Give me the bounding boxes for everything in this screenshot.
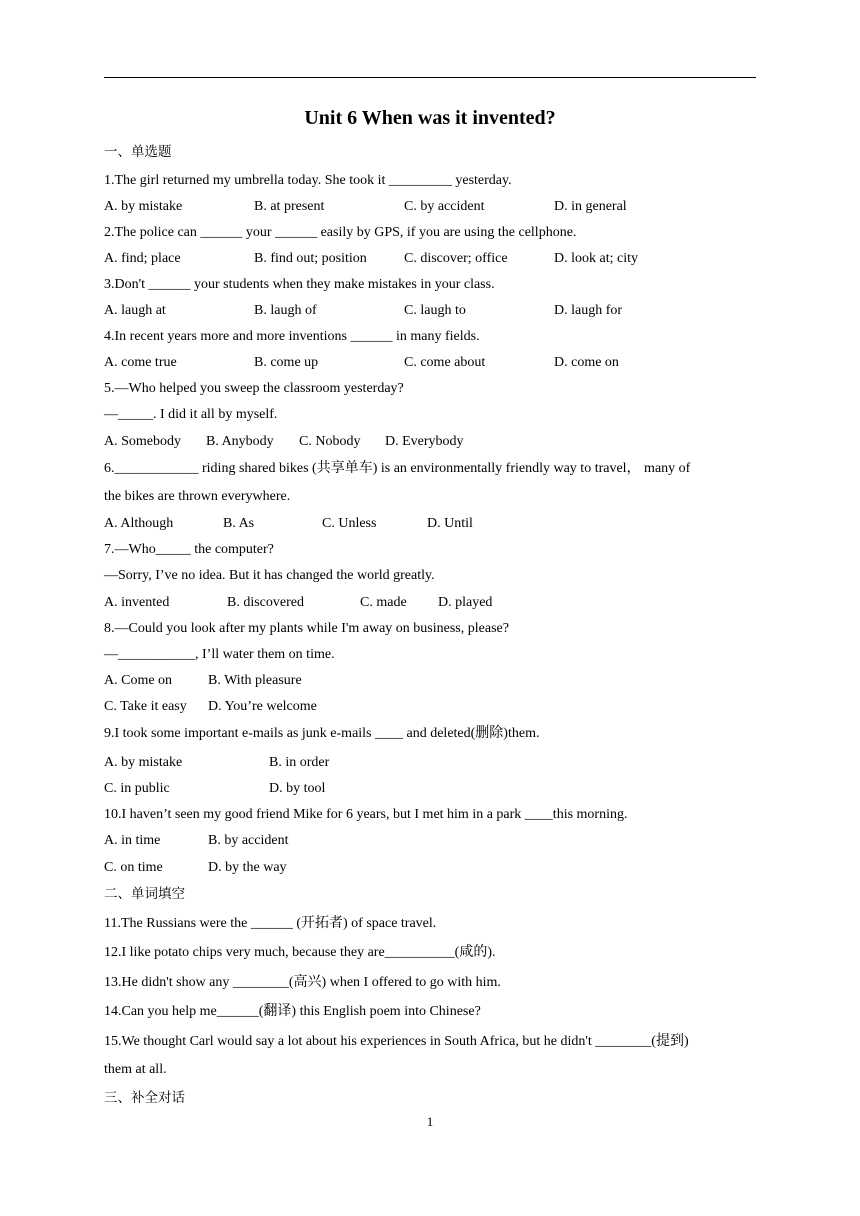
option-a: A. by mistake <box>104 755 183 770</box>
option-a: A. Come on <box>104 673 173 688</box>
question-14: 14.Can you help me______(翻译) this English poem into Chinese? <box>104 1004 481 1019</box>
question-13: 13.He didn't show any ________(高兴) when I offered to go with him. <box>104 975 501 990</box>
option-b: B. in order <box>269 755 330 770</box>
question-15-line-1: 15.We thought Carl would say a lot about his experiences in South Africa, but he didn't ________(提到) <box>104 1034 689 1049</box>
option-b: B. discovered <box>227 595 304 610</box>
option-c: C. in public <box>104 781 170 796</box>
option-b: B. With pleasure <box>208 673 302 688</box>
option-d: D. Until <box>427 516 473 531</box>
option-b: B. come up <box>254 355 319 370</box>
document-title: Unit 6 When was it invented? <box>304 107 556 129</box>
question-4-stem: 4.In recent years more and more inventions ______ in many fields. <box>104 329 480 344</box>
option-c: C. come about <box>404 355 486 370</box>
section-heading-single-choice: 一、单选题 <box>104 144 172 160</box>
option-d: D. played <box>438 595 493 610</box>
option-b: B. by accident <box>208 833 289 848</box>
page-number: 1 <box>426 1114 434 1129</box>
option-c: C. discover; office <box>404 251 508 266</box>
option-b: B. Anybody <box>206 434 274 449</box>
section-heading-dialogue: 三、补全对话 <box>104 1090 185 1106</box>
question-12: 12.I like potato chips very much, because they are__________(咸的). <box>104 945 496 960</box>
question-11: 11.The Russians were the ______ (开拓者) of space travel. <box>104 916 437 931</box>
question-2-stem: 2.The police can ______ your ______ easily by GPS, if you are using the cellphone. <box>104 225 577 240</box>
question-1-stem: 1.The girl returned my umbrella today. She took it _________ yesterday. <box>104 173 512 188</box>
option-a: A. in time <box>104 833 161 848</box>
option-a: A. laugh at <box>104 303 166 318</box>
option-d: D. look at; city <box>554 251 638 266</box>
header-rule <box>104 77 756 78</box>
question-8-stem: 8.—Could you look after my plants while I'm away on business, please? <box>104 621 509 636</box>
option-b: B. As <box>223 516 255 531</box>
option-c: C. by accident <box>404 199 485 214</box>
option-c: C. made <box>360 595 407 610</box>
question-5-response: —_____. I did it all by myself. <box>104 407 278 422</box>
option-c: C. laugh to <box>404 303 466 318</box>
option-d: D. You’re welcome <box>208 699 317 714</box>
option-d: D. by the way <box>208 860 287 875</box>
option-a: A. find; place <box>104 251 181 266</box>
question-3-stem: 3.Don't ______ your students when they make mistakes in your class. <box>104 277 495 292</box>
option-a: A. come true <box>104 355 177 370</box>
option-c: C. Take it easy <box>104 699 187 714</box>
option-d: D. come on <box>554 355 619 370</box>
option-c: C. on time <box>104 860 163 875</box>
question-9-stem: 9.I took some important e-mails as junk e-mails ____ and deleted(删除)them. <box>104 726 540 741</box>
option-d: D. by tool <box>269 781 326 796</box>
option-d: D. laugh for <box>554 303 623 318</box>
option-b: B. at present <box>254 199 325 214</box>
option-c: C. Unless <box>322 516 377 531</box>
question-15-line-2: them at all. <box>104 1062 167 1077</box>
section-heading-word-fill: 二、单词填空 <box>104 886 185 902</box>
option-b: B. laugh of <box>254 303 317 318</box>
option-d: D. in general <box>554 199 627 214</box>
option-d: D. Everybody <box>385 434 464 449</box>
option-c: C. Nobody <box>299 434 361 449</box>
option-a: A. invented <box>104 595 170 610</box>
question-7-response: —Sorry, I’ve no idea. But it has changed the world greatly. <box>104 568 435 583</box>
option-a: A. by mistake <box>104 199 183 214</box>
question-6-stem: 6.____________ riding shared bikes (共享单车) is an environmentally friendly way to travel， many of <box>104 461 691 476</box>
question-10-stem: 10.I haven’t seen my good friend Mike for 6 years, but I met him in a park ____this morning. <box>104 807 628 822</box>
option-a: A. Although <box>104 516 174 531</box>
question-7-stem: 7.—Who_____ the computer? <box>104 542 274 557</box>
question-6-stem-continued: the bikes are thrown everywhere. <box>104 489 291 504</box>
question-8-response: —___________, I’ll water them on time. <box>104 647 335 662</box>
question-5-stem: 5.—Who helped you sweep the classroom yesterday? <box>104 381 404 396</box>
option-a: A. Somebody <box>104 434 181 449</box>
option-b: B. find out; position <box>254 251 367 266</box>
